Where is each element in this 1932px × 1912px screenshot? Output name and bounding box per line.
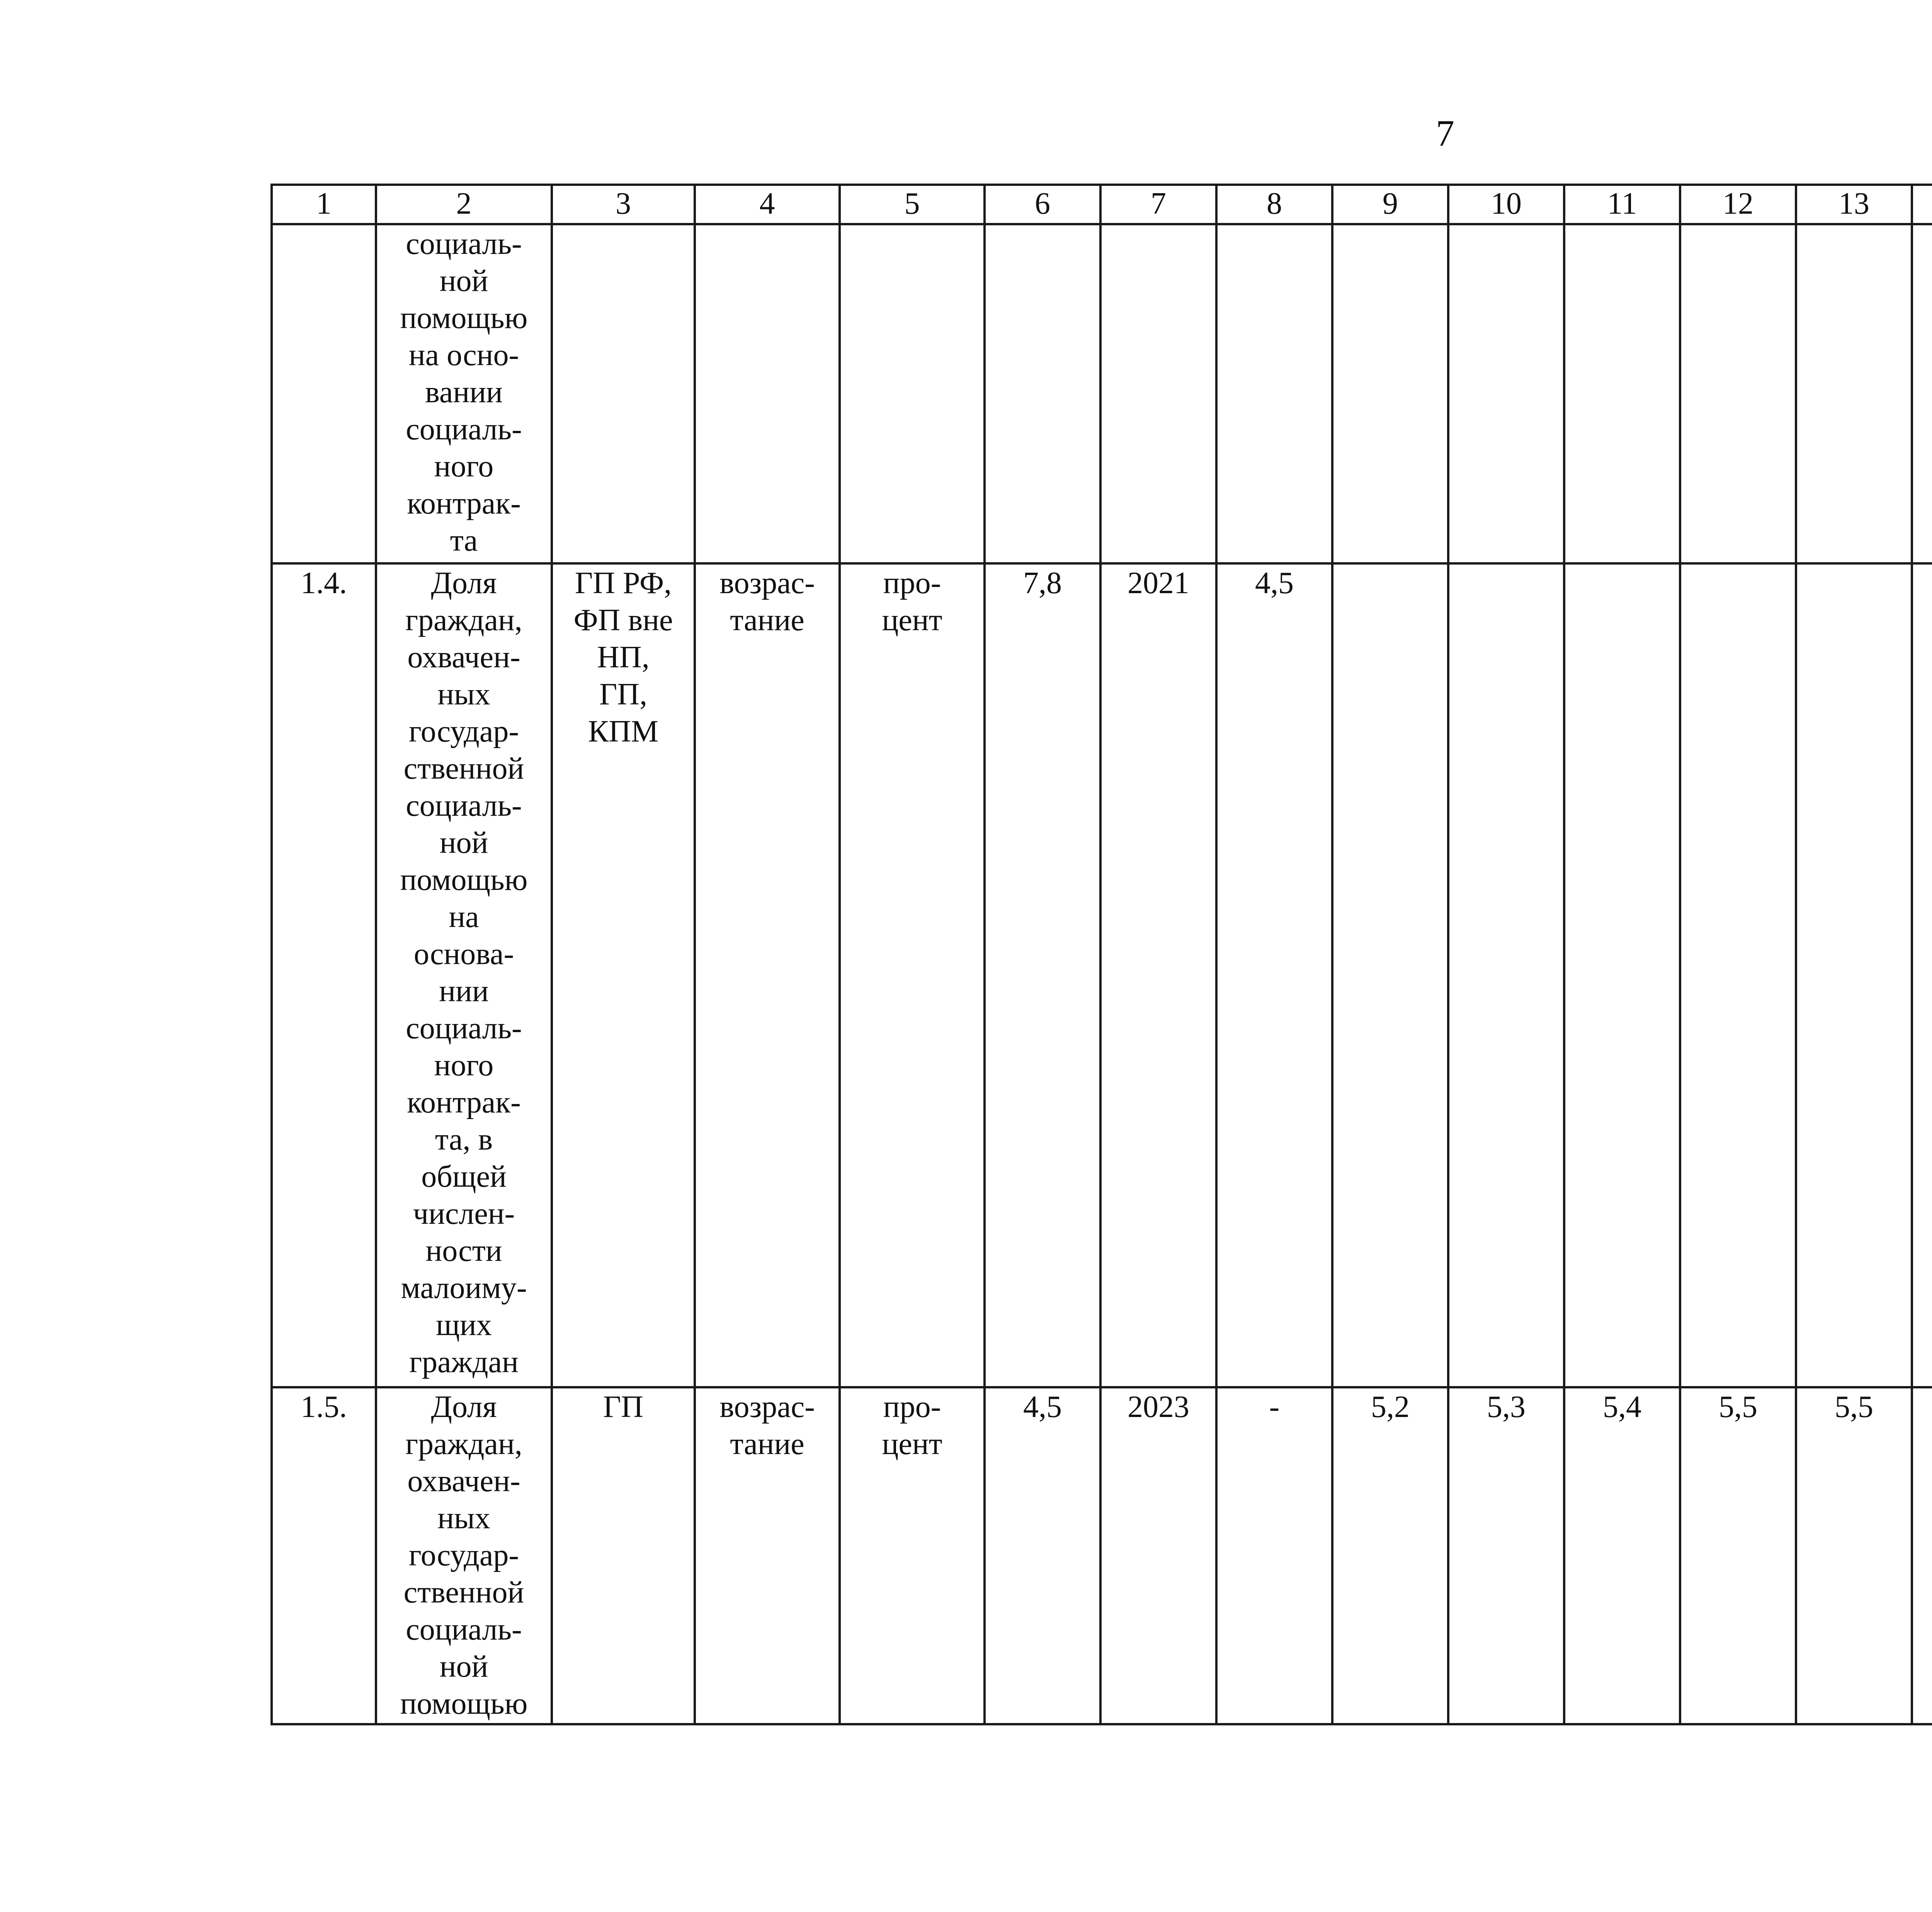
cell-text-line: ГП РФ, xyxy=(575,566,672,600)
cell-text-line: 1.4. xyxy=(301,566,347,600)
table-cell-col-9 xyxy=(1332,563,1448,1387)
cell-text-line: на xyxy=(449,900,479,934)
cell-text-line: ГП xyxy=(603,1390,644,1424)
cell-text-line: ной xyxy=(439,825,488,860)
table-cell-col-7 xyxy=(1100,1387,1216,1724)
cell-text-line: государ- xyxy=(408,1538,519,1573)
cell-text-line: на осно- xyxy=(408,338,519,372)
table-cell-col-13 xyxy=(1796,1387,1912,1724)
cell-text-line: 4,5 xyxy=(1023,1390,1062,1424)
column-header-9: 9 xyxy=(1332,185,1448,224)
cell-text-line: ственной xyxy=(403,751,524,786)
table-cell-col-12 xyxy=(1680,563,1796,1387)
table-row-1-5 xyxy=(272,1387,1932,1724)
table-cell-col-6 xyxy=(985,224,1100,563)
cell-text-line: охвачен- xyxy=(407,1464,520,1499)
cell-text-line: социаль- xyxy=(406,1613,522,1647)
cell-text-line: помощью xyxy=(400,1687,528,1721)
table-cell-col-8 xyxy=(1216,224,1332,563)
table-cell-col-12 xyxy=(1680,1387,1796,1724)
cell-text-line: 5,3 xyxy=(1487,1390,1526,1424)
cell-text-line: Доля xyxy=(431,566,497,600)
table-cell-col-2 xyxy=(376,563,552,1387)
cell-text-line: ного xyxy=(434,1048,494,1082)
cell-text-line: граждан, xyxy=(405,603,522,637)
cell-text-line: общей xyxy=(421,1159,507,1194)
table-cell-col-4 xyxy=(695,563,840,1387)
table-cell-col-5 xyxy=(840,563,985,1387)
column-header-11: 11 xyxy=(1564,185,1680,224)
cell-text-line: цент xyxy=(882,603,942,637)
table-cell-col-10 xyxy=(1448,224,1564,563)
cell-text-line: тание xyxy=(730,603,804,637)
cell-text-line: ной xyxy=(439,264,488,298)
cell-text-line: 5,5 xyxy=(1719,1390,1757,1424)
table-cell-col-10 xyxy=(1448,1387,1564,1724)
cell-text-line: социаль- xyxy=(406,412,522,446)
column-header-1: 1 xyxy=(272,185,376,224)
cell-text-line: ного xyxy=(434,449,494,483)
table-cell-col-10 xyxy=(1448,563,1564,1387)
cell-text-line: основа- xyxy=(413,937,514,971)
cell-text-line: Доля xyxy=(431,1390,497,1424)
table-row-1-4 xyxy=(272,563,1932,1387)
cell-text-line: числен- xyxy=(413,1196,515,1231)
cell-text-line: тание xyxy=(730,1427,804,1461)
table-cell-col-9 xyxy=(1332,224,1448,563)
cell-text-line: 5,5 xyxy=(1835,1390,1873,1424)
cell-text-line: ФП вне xyxy=(573,603,673,637)
table-cell-col-5 xyxy=(840,1387,985,1724)
table-cell-col-1 xyxy=(272,224,376,563)
cell-text-line: 5,2 xyxy=(1371,1390,1410,1424)
cell-text-line: 1.5. xyxy=(301,1390,347,1424)
column-header-5: 5 xyxy=(840,185,985,224)
cell-text-line xyxy=(1915,1388,1932,1425)
cell-text-line: возрас- xyxy=(719,1390,815,1424)
column-header-6: 6 xyxy=(985,185,1100,224)
cell-text-line: 7,8 xyxy=(1023,566,1062,600)
table-cell-col-13 xyxy=(1796,224,1912,563)
cell-text-line: та, в xyxy=(435,1122,493,1157)
table-cell-col-8 xyxy=(1216,563,1332,1387)
cell-text-line: государ- xyxy=(408,714,519,748)
table-row-continuation xyxy=(272,224,1932,563)
table-cell-col-3 xyxy=(552,224,695,563)
cell-text-line: 4,5 xyxy=(1255,566,1294,600)
table-cell-col-4 xyxy=(695,1387,840,1724)
cell-text-line: социаль- xyxy=(406,1011,522,1045)
table-cell-col-11 xyxy=(1564,224,1680,563)
cell-text-line: ной xyxy=(439,1650,488,1684)
cell-text-line: НП, xyxy=(597,640,650,674)
column-header-12: 12 xyxy=(1680,185,1796,224)
indicator-table xyxy=(270,184,1932,1725)
table-cell-col-14 xyxy=(1912,1387,1932,1724)
table-cell-col-2 xyxy=(376,1387,552,1724)
table-cell-col-3 xyxy=(552,563,695,1387)
cell-text-line: нии xyxy=(439,974,489,1008)
table-cell-col-9 xyxy=(1332,1387,1448,1724)
table-cell-col-2 xyxy=(376,224,552,563)
cell-text-line: 5,4 xyxy=(1603,1390,1641,1424)
table-cell-col-7 xyxy=(1100,563,1216,1387)
cell-text-line: контрак- xyxy=(407,487,521,521)
table-cell-col-14 xyxy=(1912,563,1932,1387)
column-header-2: 2 xyxy=(376,185,552,224)
cell-text-line: социаль- xyxy=(406,227,522,261)
column-header-7: 7 xyxy=(1100,185,1216,224)
table-cell-col-13 xyxy=(1796,563,1912,1387)
cell-text-line: та xyxy=(450,524,478,558)
cell-text-line: - xyxy=(1269,1390,1280,1424)
cell-text-line: малоиму- xyxy=(401,1271,527,1305)
table-cell-col-12 xyxy=(1680,224,1796,563)
column-header-8: 8 xyxy=(1216,185,1332,224)
column-header-14 xyxy=(1912,185,1932,224)
cell-text-line: помощью xyxy=(400,862,528,897)
table-cell-col-6 xyxy=(985,563,1100,1387)
column-header-10: 10 xyxy=(1448,185,1564,224)
cell-text-line: 2021 xyxy=(1128,566,1189,600)
cell-text-line: социаль- xyxy=(406,788,522,823)
table-cell-col-1 xyxy=(272,1387,376,1724)
cell-text-line: про- xyxy=(883,1390,941,1424)
table-cell-col-1 xyxy=(272,563,376,1387)
table-body xyxy=(272,224,1932,1724)
cell-text-line: контрак- xyxy=(407,1085,521,1119)
cell-text-line: 2023 xyxy=(1128,1390,1189,1424)
cell-text-line: охвачен- xyxy=(407,640,520,674)
table-cell-col-6 xyxy=(985,1387,1100,1724)
cell-text-line: ГП, xyxy=(599,677,648,711)
header-row xyxy=(272,185,1932,224)
column-header-4: 4 xyxy=(695,185,840,224)
table-cell-col-4 xyxy=(695,224,840,563)
table-cell-col-5 xyxy=(840,224,985,563)
cell-text-line: про- xyxy=(883,566,941,600)
cell-text-line: возрас- xyxy=(719,566,815,600)
cell-text-line: граждан, xyxy=(405,1427,522,1461)
table-cell-col-11 xyxy=(1564,563,1680,1387)
cell-text-line: цент xyxy=(882,1427,942,1461)
table-cell-col-3 xyxy=(552,1387,695,1724)
cell-text-line: щих xyxy=(436,1308,492,1342)
cell-text-line: ных xyxy=(437,1501,490,1536)
cell-text-line: вании xyxy=(425,375,503,409)
table-cell-col-8 xyxy=(1216,1387,1332,1724)
page-number: 7 xyxy=(1436,112,1454,154)
cell-text-line: граждан xyxy=(409,1345,519,1379)
table-cell-col-7 xyxy=(1100,224,1216,563)
cell-text-line: помощью xyxy=(400,301,528,335)
cell-text-line: ственной xyxy=(403,1575,524,1610)
table-cell-col-14 xyxy=(1912,224,1932,563)
cell-text-line: ных xyxy=(437,677,490,711)
column-header-3: 3 xyxy=(552,185,695,224)
cell-text-line: ности xyxy=(425,1233,502,1268)
column-header-13: 13 xyxy=(1796,185,1912,224)
table-cell-col-11 xyxy=(1564,1387,1680,1724)
column-number-header xyxy=(272,185,1932,224)
cell-text-line: КПМ xyxy=(588,714,659,748)
